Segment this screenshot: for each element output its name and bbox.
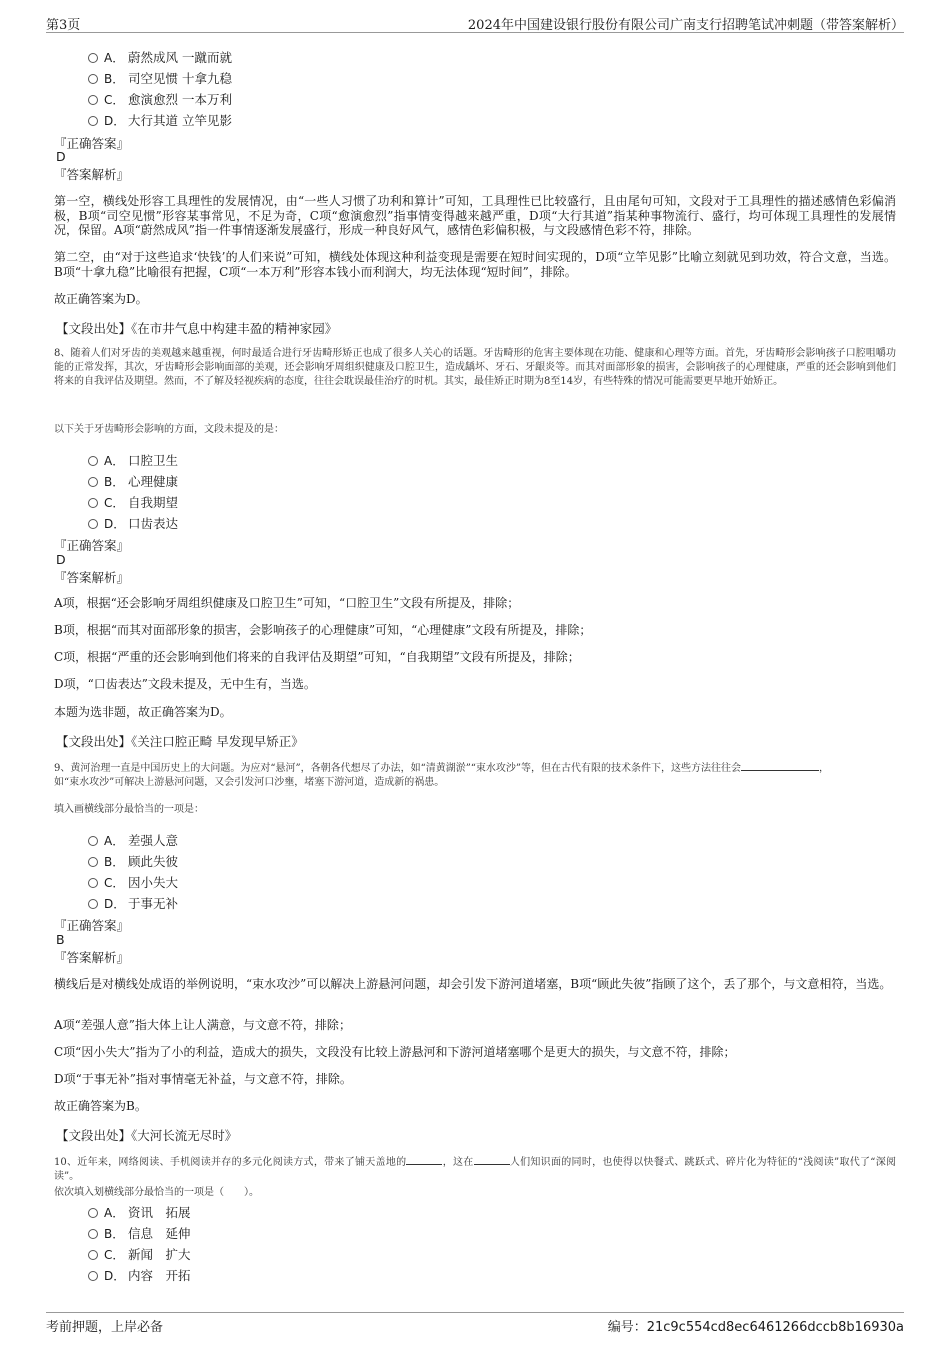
radio-icon[interactable] — [88, 519, 98, 529]
q10-option-b[interactable]: B． 信息 延伸 — [88, 1224, 191, 1244]
q8-source: 【文段出处】《关注口腔正畸 早发现早矫正》 — [56, 734, 304, 749]
radio-icon[interactable] — [88, 95, 98, 105]
q8-analysis-p3: C项，根据“严重的还会影响到他们将来的自我评估及期望”可知，“自我期望”文段有所提及，排除； — [54, 650, 580, 664]
fill-blank[interactable] — [406, 1154, 442, 1165]
document-code: 编号：21c9c554cd8ec6461266dccb8b16930a — [607, 1320, 904, 1335]
q7-option-d[interactable]: D． 大行其道 立竿见影 — [88, 111, 232, 131]
radio-icon[interactable] — [88, 74, 98, 84]
q9-analysis-p5: 故正确答案为B。 — [54, 1099, 147, 1113]
q8-prompt: 以下关于牙齿畸形会影响的方面，文段未提及的是： — [54, 424, 284, 435]
page-number: 第3页 — [46, 18, 81, 33]
q10-option-d[interactable]: D． 内容 开拓 — [88, 1266, 191, 1286]
q7-option-a[interactable]: A． 蔚然成风 一蹴而就 — [88, 48, 232, 68]
q7-analysis-p2: 第二空，由“对于这些追求‘快钱’的人们来说”可知，横线处体现这种利益变现是需要在短时间实现的，D项“立竿见影”比喻立刻就见到功效，符合文意，当选。B项“十拿九稳”比喻很有把握，C项“一本万利”形容本钱小而利润大，均无法体现“短时间”，排除。 — [54, 250, 896, 279]
q9-source: 【文段出处】《大河长流无尽时》 — [56, 1128, 238, 1143]
q7-analysis-p3: 故正确答案为D。 — [54, 292, 148, 306]
q8-option-a[interactable]: A． 口腔卫生 — [88, 451, 178, 471]
q8-analysis-p1: A项，根据“还会影响牙周组织健康及口腔卫生”可知，“口腔卫生”文段有所提及，排除； — [54, 596, 520, 610]
q8-answer-label: 『正确答案』 — [54, 538, 130, 553]
q9-prompt: 填入画横线部分最恰当的一项是： — [54, 804, 204, 815]
radio-icon[interactable] — [88, 878, 98, 888]
q7-analysis-p1: 第一空，横线处形容工具理性的发展情况，由“一些人习惯了功利和算计”可知，工具理性已比较盛行，且由尾句可知，文段对于工具理性的描述感情色彩偏消极，B项“司空见惯”形容某事常见，不足为奇，C项“愈演愈烈”指事情变得越来越严重，D项“大行其道”指某种事物流行、盛行，均可体现工具理性的发展情况，保留。A项“蔚然成风”指一件事情逐渐发展盛行，形成一种良好风气，感情色彩偏积极，与文段感情色彩不符，排除。 — [54, 194, 896, 237]
q10-prompt: 依次填入划横线部分最恰当的一项是（ ）。 — [54, 1187, 259, 1198]
q9-answer: B — [56, 932, 65, 947]
q9-option-a[interactable]: A． 差强人意 — [88, 831, 178, 851]
q8-option-d[interactable]: D． 口齿表达 — [88, 514, 178, 534]
footer-slogan: 考前押题，上岸必备 — [46, 1320, 164, 1335]
q9-option-d[interactable]: D． 于事无补 — [88, 894, 178, 914]
q7-option-b[interactable]: B． 司空见惯 十拿九稳 — [88, 69, 232, 89]
q7-answer-label: 『正确答案』 — [54, 136, 130, 151]
radio-icon[interactable] — [88, 53, 98, 63]
q9-option-b[interactable]: B． 顾此失彼 — [88, 852, 178, 872]
q8-analysis-p4: D项，“口齿表达”文段未提及，无中生有，当选。 — [54, 677, 316, 691]
radio-icon[interactable] — [88, 1250, 98, 1260]
q10-option-c[interactable]: C． 新闻 扩大 — [88, 1245, 191, 1265]
radio-icon[interactable] — [88, 1229, 98, 1239]
q10-option-a[interactable]: A． 资讯 拓展 — [88, 1203, 191, 1223]
radio-icon[interactable] — [88, 456, 98, 466]
q10-stem: 10、近年来，网络阅读、手机阅读并存的多元化阅读方式，带来了铺天盖地的 ，这在 人们知识面的同时，也使得以快餐式、跳跃式、碎片化为特征的“浅阅读”取代了“深阅读”。 — [54, 1154, 896, 1184]
radio-icon[interactable] — [88, 498, 98, 508]
q8-stem: 8、随着人们对牙齿的美观越来越重视，何时最适合进行牙齿畸形矫正也成了很多人关心的话题。牙齿畸形的危害主要体现在功能、健康和心理等方面。首先，牙齿畸形会影响孩子口腔咀嚼功能的正常发挥，其次，牙齿畸形会影响面部的美观，还会影响牙周组织健康及口腔卫生，造成龋坏、牙石、牙龈炎等。而其对面部形象的损害，会影响孩子的心理健康，严重的还会影响到他们将来的自我评估及期望。然而，不了解及轻视疾病的态度，往往会耽误最佳治疗的时机。其实，最佳矫正时期为8至14岁，有些特殊的情况可能需要更早地开始矫正。 — [54, 348, 896, 387]
q7-analysis-label: 『答案解析』 — [54, 167, 130, 182]
q8-option-b[interactable]: B． 心理健康 — [88, 472, 178, 492]
document-title: 2024年中国建设银行股份有限公司广南支行招聘笔试冲刺题（带答案解析） — [467, 18, 904, 33]
q8-analysis-label: 『答案解析』 — [54, 570, 130, 585]
q9-option-c[interactable]: C． 因小失大 — [88, 873, 178, 893]
radio-icon[interactable] — [88, 1271, 98, 1281]
q7-source: 【文段出处】《在市井气息中构建丰盈的精神家园》 — [56, 321, 338, 336]
radio-icon[interactable] — [88, 899, 98, 909]
radio-icon[interactable] — [88, 857, 98, 867]
q9-analysis-p1: 横线后是对横线处成语的举例说明，“束水攻沙”可以解决上游悬河问题，却会引发下游河道堵塞，B项“顾此失彼”指顾了这个，丢了那个，与文意相符，当选。 — [54, 977, 892, 991]
q8-option-c[interactable]: C． 自我期望 — [88, 493, 178, 513]
q9-stem: 9、黄河治理一直是中国历史上的大问题。为应对“悬河”，各朝各代想尽了办法，如“清黄湖淤”“束水攻沙”等，但在古代有限的技术条件下，这些方法往往会 ， 如“束水攻沙”可解决上游悬河问题，又会引发河口沙壅，堵塞下游河道，造成新的祸患。 — [54, 760, 896, 790]
q8-analysis-p2: B项，根据“而其对面部形象的损害，会影响孩子的心理健康”可知，“心理健康”文段有所提及，排除； — [54, 623, 592, 637]
page-footer — [46, 1312, 904, 1335]
q9-analysis-label: 『答案解析』 — [54, 950, 130, 965]
q9-answer-label: 『正确答案』 — [54, 918, 130, 933]
radio-icon[interactable] — [88, 836, 98, 846]
q7-option-c[interactable]: C． 愈演愈烈 一本万利 — [88, 90, 232, 110]
radio-icon[interactable] — [88, 1208, 98, 1218]
q9-analysis-p2: A项“差强人意”指大体上让人满意，与文意不符，排除； — [54, 1018, 351, 1032]
q8-answer: D — [56, 552, 66, 567]
q9-analysis-p4: D项“于事无补”指对事情毫无补益，与文意不符，排除。 — [54, 1072, 352, 1086]
q8-analysis-p5: 本题为选非题，故正确答案为D。 — [54, 705, 232, 719]
fill-blank[interactable] — [741, 760, 819, 771]
q7-answer: D — [56, 149, 66, 164]
fill-blank[interactable] — [474, 1154, 510, 1165]
page-header — [46, 12, 904, 33]
radio-icon[interactable] — [88, 116, 98, 126]
q9-analysis-p3: C项“因小失大”指为了小的利益，造成大的损失，文段没有比较上游悬河和下游河道堵塞哪个是更大的损失，与文意不符，排除； — [54, 1045, 736, 1059]
radio-icon[interactable] — [88, 477, 98, 487]
